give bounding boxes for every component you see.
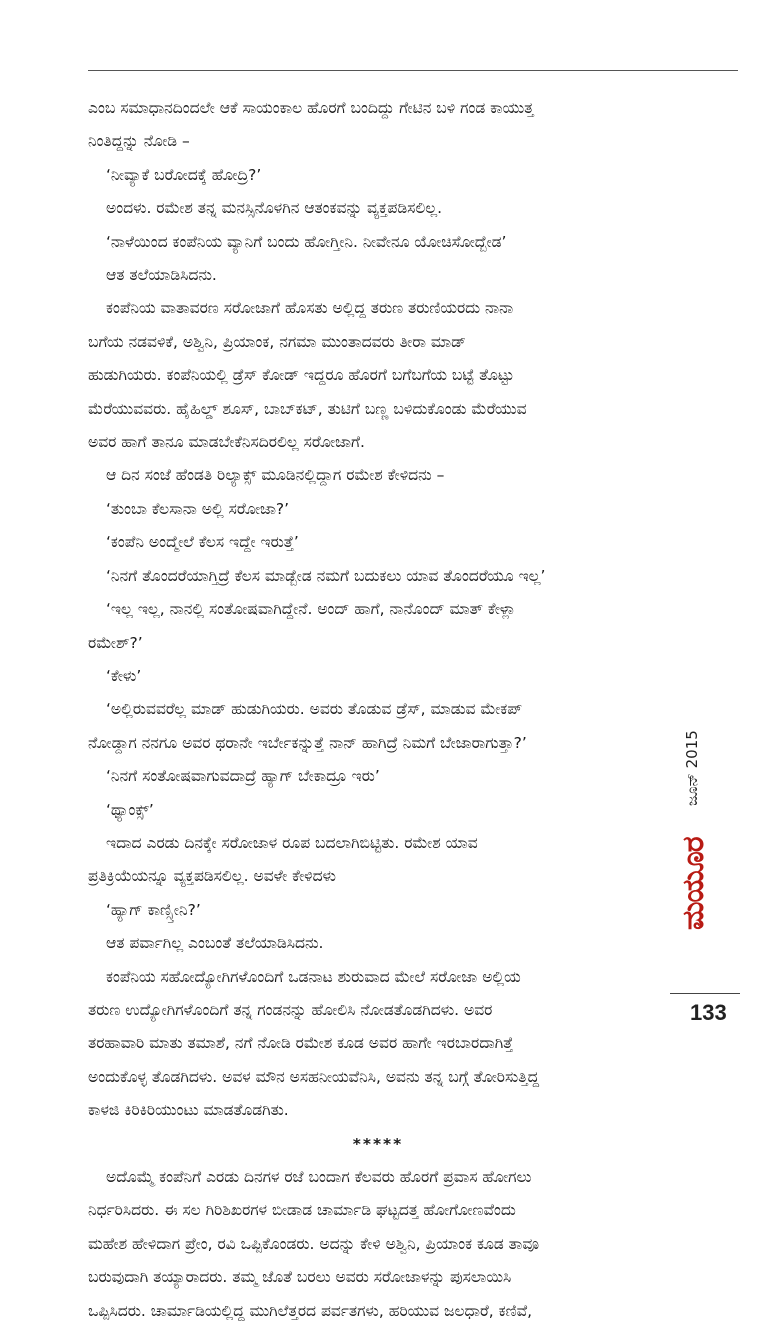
text-line: ‘ನೀವ್ಯಾಕೆ ಬರೋದಕ್ಕೆ ಹೋದ್ರಿ?’ bbox=[106, 165, 262, 184]
text-line: ಆತ ಪರ್ವಾಗಿಲ್ಲ ಎಂಬಂತೆ ತಲೆಯಾಡಿಸಿದನು. bbox=[106, 934, 324, 953]
text-line: ನೋಡ್ದಾಗ ನನಗೂ ಅವರ ಥರಾನೇ ಇರ್ಬೇಕನ್ನುತ್ತೆ ನಾನ್ ಹಾಗಿದ್ರೆ ನಿಮಗೆ ಬೇಜಾರಾಗುತ್ತಾ?’ bbox=[88, 733, 527, 752]
issue-date: ಜೂನ್ 2015 bbox=[683, 730, 701, 806]
text-line: ಆತ ತಲೆಯಾಡಿಸಿದನು. bbox=[106, 266, 217, 285]
text-line: ನಿಂತಿದ್ದನ್ನು ನೋಡಿ – bbox=[88, 132, 190, 151]
text-line: ಮೆರೆಯುವವರು. ಹೈಹಿಲ್ಡ್ ಶೂಸ್, ಬಾಬ್‌ಕಟ್, ತುಟಿಗೆ ಬಣ್ಣ ಬಳಿದುಕೊಂಡು ಮೆರೆಯುವ bbox=[88, 399, 527, 418]
text-line: ಎಂಬ ಸಮಾಧಾನದಿಂದಲೇ ಆಕೆ ಸಾಯಂಕಾಲ ಹೊರಗೆ ಬಂದಿದ್ದು ಗೇಟಿನ ಬಳಿ ಗಂಡ ಕಾಯುತ್ತ bbox=[88, 99, 534, 117]
text-line: ಬರುವುದಾಗಿ ತಯ್ಯಾರಾದರು. ತಮ್ಮ ಜೊತೆ ಬರಲು ಅವರು ಸರೋಜಾಳನ್ನು ಪುಸಲಾಯಿಸಿ bbox=[88, 1268, 512, 1287]
text-line: ‘ಕಂಪೆನಿ ಅಂದ್ಮೇಲೆ ಕೆಲಸ ಇದ್ದೇ ಇರುತ್ತೆ’ bbox=[106, 533, 299, 552]
text-line: ಪ್ರತಿಕ್ರಿಯೆಯನ್ನೂ ವ್ಯಕ್ತಪಡಿಸಲಿಲ್ಲ. ಅವಳೇ ಕೇಳಿದಳು bbox=[88, 867, 336, 886]
text-line: ಮಹೇಶ ಹೇಳಿದಾಗ ಪ್ರೇಂ, ರವಿ ಒಪ್ಪಿಕೊಂಡರು. ಅದನ್ನು ಕೇಳಿ ಅಶ್ವಿನಿ, ಪ್ರಿಯಾಂಕ ಕೂಡ ತಾವೂ bbox=[88, 1234, 540, 1253]
text-line: ಕಾಳಜಿ ಕಿರಿಕಿರಿಯುಂಟು ಮಾಡತೊಡಗಿತು. bbox=[88, 1101, 289, 1120]
page-number: 133 bbox=[690, 1000, 727, 1025]
text-line: ನಿರ್ಧರಿಸಿದರು. ಈ ಸಲ ಗಿರಿಶಿಖರಗಳ ಬೀಡಾಡ ಚಾರ್ಮಾಡಿ ಘಟ್ಟದತ್ತ ಹೋಗೋಣವೆಂದು bbox=[88, 1201, 516, 1220]
text-line: ಆ ದಿನ ಸಂಜೆ ಹೆಂಡತಿ ರಿಲ್ಯಾಕ್ಸ್ ಮೂಡಿನಲ್ಲಿದ್ದಾಗ ರಮೇಶ ಕೇಳಿದನು – bbox=[106, 466, 445, 485]
text-line: ‘ತುಂಬಾ ಕೆಲಸಾನಾ ಅಲ್ಲಿ ಸರೋಜಾ?’ bbox=[106, 499, 290, 518]
text-line: ‘ಕೇಳು’ bbox=[106, 666, 142, 685]
text-line: ‘ಅಲ್ಲಿರುವವರೆಲ್ಲ ಮಾಡ್ ಹುಡುಗಿಯರು. ಅವರು ತೊಡುವ ಡ್ರೆಸ್, ಮಾಡುವ ಮೇಕಪ್ bbox=[106, 700, 523, 719]
text-line: ‘ನಿನಗೆ ಸಂತೋಷವಾಗುವದಾದ್ರೆ ಹ್ಯಾಗ್ ಬೇಕಾದ್ರೂ ಇರು’ bbox=[106, 767, 380, 786]
text-line: ಅದೊಮ್ಮೆ ಕಂಪೆನಿಗೆ ಎರಡು ದಿನಗಳ ರಜೆ ಬಂದಾಗ ಕೆಲವರು ಹೊರಗೆ ಪ್ರವಾಸ ಹೋಗಲು bbox=[106, 1168, 532, 1186]
text-line: ರಮೇಶ್?’ bbox=[88, 633, 143, 652]
text-line: ಬಗೆಯ ನಡವಳಿಕೆ, ಅಶ್ವಿನಿ, ಪ್ರಿಯಾಂಕ, ನಗಮಾ ಮುಂತಾದವರು ತೀರಾ ಮಾಡ್ bbox=[88, 332, 466, 351]
text-line: ತರುಣ ಉದ್ಯೋಗಿಗಳೊಂದಿಗೆ ತನ್ನ ಗಂಡನನ್ನು ಹೋಲಿಸಿ ನೋಡತೊಡಗಿದಳು. ಅವರ bbox=[88, 1000, 493, 1019]
text-line: ‘ಹ್ಯಾಗ್ ಕಾಣ್ಸ್ತೀನಿ?’ bbox=[106, 900, 201, 919]
text-line: ಇದಾದ ಎರಡು ದಿನಕ್ಕೇ ಸರೋಜಾಳ ರೂಪ ಬದಲಾಗಿಬಿಟ್ಟಿತು. ರಮೇಶ ಯಾವ bbox=[106, 833, 478, 852]
text-line: ಹುಡುಗಿಯರು. ಕಂಪೆನಿಯಲ್ಲಿ ಡ್ರೆಸ್ ಕೋಡ್ ಇದ್ದರೂ ಹೊರಗೆ ಬಗೆಬಗೆಯ ಬಟ್ಟೆ ತೊಟ್ಟು bbox=[88, 366, 515, 385]
text-line: ಒಪ್ಪಿಸಿದರು. ಚಾರ್ಮಾಡಿಯಲ್ಲಿದ್ದ ಮುಗಿಲೆತ್ತರದ ಪರ್ವತಗಳು, ಹರಿಯುವ ಜಲಧಾರೆ, ಕಣಿವೆ, bbox=[88, 1301, 533, 1320]
text-line: ಅಂದಳು. ರಮೇಶ ತನ್ನ ಮನಸ್ಸಿನೊಳಗಿನ ಆತಂಕವನ್ನು ವ್ಯಕ್ತಪಡಿಸಲಿಲ್ಲ. bbox=[106, 199, 443, 218]
magazine-logo: ಮಯೂರ bbox=[676, 837, 711, 930]
text-line: ‘ನಾಳೆಯಿಂದ ಕಂಪೆನಿಯ ವ್ಯಾನಿಗೆ ಬಂದು ಹೋಗ್ತೀನಿ. ನೀವೇನೂ ಯೋಚಿಸೋದ್ಬೇಡ’ bbox=[106, 232, 507, 251]
text-line: ‘ಇಲ್ಲ ಇಲ್ಲ, ನಾನಲ್ಲಿ ಸಂತೋಷವಾಗಿದ್ದೇನೆ. ಅಂದ್ ಹಾಗೆ, ನಾನೊಂದ್ ಮಾತ್ ಕೇಳ್ಲಾ bbox=[106, 600, 516, 619]
text-line: ‘ಥ್ಯಾಂಕ್ಸ್’ bbox=[106, 800, 154, 819]
article-body bbox=[88, 92, 668, 1328]
text-line: ಅಂದುಕೊಳ್ಳ ತೊಡಗಿದಳು. ಅವಳ ಮೌನ ಅಸಹನೀಯವೆನಿಸಿ, ಅವನು ತನ್ನ ಬಗ್ಗೆ ತೋರಿಸುತ್ತಿದ್ದ bbox=[88, 1067, 540, 1086]
text-line: ತರಹಾವಾರಿ ಮಾತು ತಮಾಶೆ, ನಗೆ ನೋಡಿ ರಮೇಶ ಕೂಡ ಅವರ ಹಾಗೇ ಇರಬಾರದಾಗಿತ್ತೆ bbox=[88, 1034, 514, 1053]
section-break: ***** bbox=[352, 1134, 404, 1153]
text-line: ಕಂಪೆನಿಯ ಸಹೋದ್ಯೋಗಿಗಳೊಂದಿಗೆ ಒಡನಾಟ ಶುರುವಾದ ಮೇಲೆ ಸರೋಜಾ ಅಲ್ಲಿಯ bbox=[106, 967, 521, 986]
text-line: ‘ನಿನಗೆ ತೊಂದರೆಯಾಗ್ತಿದ್ರೆ ಕೆಲಸ ಮಾಡ್ಬೇಡ ನಮಗೆ ಬದುಕಲು ಯಾವ ತೊಂದರೆಯೂ ಇಲ್ಲ’ bbox=[106, 566, 546, 585]
top-rule bbox=[88, 70, 738, 71]
footer-rule bbox=[670, 993, 740, 994]
text-line: ಕಂಪೆನಿಯ ವಾತಾವರಣ ಸರೋಜಾಗೆ ಹೊಸತು ಅಲ್ಲಿದ್ದ ತರುಣ ತರುಣಿಯರದು ನಾನಾ bbox=[106, 299, 514, 318]
text-line: ಅವರ ಹಾಗೆ ತಾನೂ ಮಾಡಬೇಕೆನಿಸದಿರಲಿಲ್ಲ ಸರೋಜಾಗೆ. bbox=[88, 433, 365, 452]
